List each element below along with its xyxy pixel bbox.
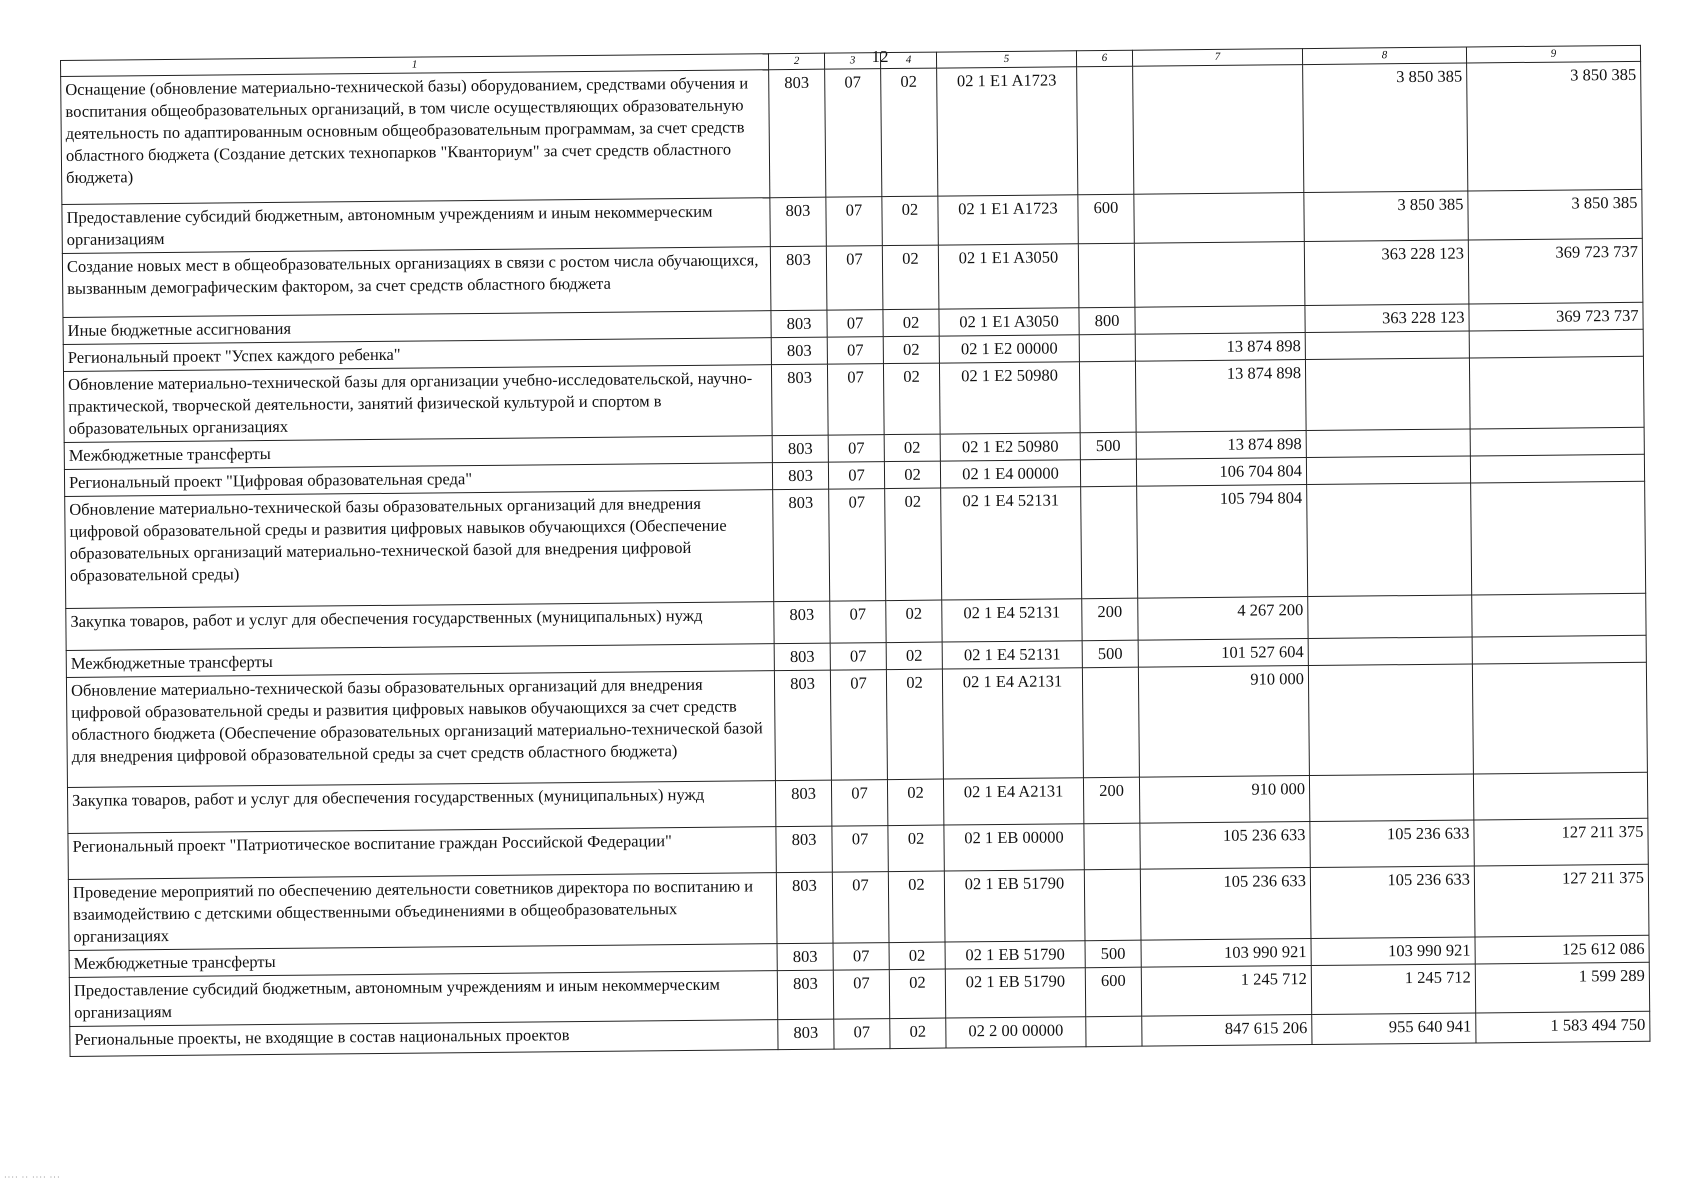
target-article: 02 1 E1 A1723 bbox=[937, 67, 1078, 196]
amount-year-2: 1 245 712 bbox=[1311, 964, 1475, 1015]
subsection-code: 02 bbox=[888, 825, 944, 872]
expense-type bbox=[1084, 869, 1141, 941]
account-code: 803 bbox=[775, 780, 831, 827]
section-code: 07 bbox=[828, 435, 884, 463]
account-code: 803 bbox=[771, 310, 827, 338]
column-header: 5 bbox=[936, 51, 1076, 68]
document-sheet bbox=[60, 45, 1649, 1057]
expense-type: 600 bbox=[1085, 967, 1141, 1017]
column-header: 4 bbox=[880, 52, 936, 69]
target-article: 02 1 EB 00000 bbox=[944, 824, 1084, 871]
amount-year-1 bbox=[1134, 242, 1305, 308]
subsection-code: 02 bbox=[881, 68, 938, 197]
amount-year-2: 103 990 921 bbox=[1311, 937, 1475, 966]
row-name: Региональный проект "Патриотическое воспитание граждан Российской Федерации" bbox=[68, 827, 776, 880]
subsection-code: 02 bbox=[883, 309, 939, 337]
amount-year-3 bbox=[1469, 356, 1644, 429]
amount-year-2 bbox=[1309, 774, 1473, 822]
amount-year-2: 3 850 385 bbox=[1304, 191, 1468, 242]
column-header: 3 bbox=[824, 53, 880, 70]
page-number: 12 bbox=[871, 47, 889, 66]
row-name: Региональный проект "Цифровая образовательная среда" bbox=[64, 463, 772, 497]
subsection-code: 02 bbox=[885, 488, 942, 601]
column-header: 2 bbox=[768, 53, 824, 70]
section-code: 07 bbox=[828, 462, 884, 490]
amount-year-2: 363 228 123 bbox=[1305, 304, 1469, 333]
account-code: 803 bbox=[774, 601, 830, 644]
account-code: 803 bbox=[773, 489, 830, 602]
column-header: 8 bbox=[1302, 47, 1466, 65]
section-code: 07 bbox=[830, 601, 886, 644]
amount-year-1: 910 000 bbox=[1139, 776, 1309, 824]
section-code: 07 bbox=[827, 337, 883, 365]
expense-type bbox=[1080, 459, 1136, 487]
section-code: 07 bbox=[831, 780, 887, 827]
section-code: 07 bbox=[825, 69, 882, 198]
table-row bbox=[61, 61, 1642, 204]
amount-year-2: 105 236 633 bbox=[1310, 820, 1474, 868]
amount-year-1: 103 990 921 bbox=[1141, 939, 1311, 968]
subsection-code: 02 bbox=[884, 461, 940, 489]
amount-year-3 bbox=[1472, 662, 1647, 774]
account-code: 803 bbox=[776, 826, 832, 873]
amount-year-1: 13 874 898 bbox=[1135, 333, 1305, 362]
subsection-code: 02 bbox=[890, 1018, 946, 1049]
target-article: 02 1 E4 52131 bbox=[941, 487, 1082, 600]
expense-type bbox=[1084, 823, 1140, 870]
amount-year-3 bbox=[1472, 635, 1646, 664]
amount-year-1: 1 245 712 bbox=[1141, 966, 1311, 1017]
account-code: 803 bbox=[778, 1019, 834, 1050]
subsection-code: 02 bbox=[886, 600, 942, 643]
amount-year-1: 13 874 898 bbox=[1135, 360, 1306, 433]
section-code: 07 bbox=[829, 489, 886, 602]
amount-year-2 bbox=[1308, 595, 1472, 639]
account-code: 803 bbox=[777, 970, 833, 1020]
expense-type bbox=[1079, 334, 1135, 362]
amount-year-1 bbox=[1135, 306, 1305, 335]
subsection-code: 02 bbox=[883, 363, 940, 435]
amount-year-1: 105 236 633 bbox=[1140, 868, 1311, 941]
amount-year-2 bbox=[1308, 637, 1472, 666]
amount-year-2 bbox=[1307, 483, 1472, 597]
row-name: Межбюджетные трансферты bbox=[64, 436, 772, 470]
amount-year-2 bbox=[1306, 456, 1470, 485]
amount-year-3 bbox=[1473, 772, 1647, 820]
amount-year-1: 105 794 804 bbox=[1137, 485, 1308, 599]
account-code: 803 bbox=[770, 246, 827, 311]
amount-year-3 bbox=[1469, 329, 1643, 358]
expense-type: 500 bbox=[1080, 432, 1136, 460]
subsection-code: 02 bbox=[886, 642, 942, 670]
amount-year-3: 127 211 375 bbox=[1474, 818, 1648, 866]
subsection-code: 02 bbox=[882, 245, 939, 310]
amount-year-3 bbox=[1470, 454, 1644, 483]
column-header: 7 bbox=[1132, 49, 1302, 67]
amount-year-1: 4 267 200 bbox=[1138, 597, 1308, 641]
account-code: 803 bbox=[774, 670, 831, 781]
amount-year-2: 3 850 385 bbox=[1303, 63, 1468, 193]
expense-type bbox=[1081, 486, 1138, 599]
amount-year-3: 3 850 385 bbox=[1468, 189, 1642, 240]
section-code: 07 bbox=[830, 670, 887, 781]
amount-year-2 bbox=[1305, 331, 1469, 360]
section-code: 07 bbox=[827, 364, 884, 436]
amount-year-2: 955 640 941 bbox=[1312, 1013, 1476, 1045]
budget-table bbox=[60, 45, 1650, 1057]
row-name: Проведение мероприятий по обеспечению деятельности советников директора по воспитанию и взаимодействию с детскими общественными объединениями в общеобразовательных организациях bbox=[68, 873, 777, 951]
expense-type: 800 bbox=[1079, 307, 1135, 335]
account-code: 803 bbox=[774, 643, 830, 671]
amount-year-3 bbox=[1471, 481, 1646, 595]
row-name: Создание новых мест в общеобразовательных организациях в связи с ростом числа обучающихся, вызванным демографическим фактором, за счет средств областного бюджета bbox=[62, 247, 771, 318]
row-name: Закупка товаров, работ и услуг для обеспечения государственных (муниципальных) нужд bbox=[66, 602, 774, 651]
section-code: 07 bbox=[833, 943, 889, 971]
row-name: Межбюджетные трансферты bbox=[69, 944, 777, 978]
row-name: Обновление материально-технической базы образовательных организаций для внедрения цифровой образовательной среды и развития цифровых навыков обучающихся за счет средств областного бюджета (Обеспечение образовательных организаций материально-технической базой для внедрения цифровой образовательной среды за счет средств областного бюджета) bbox=[66, 671, 775, 788]
column-header: 1 bbox=[61, 54, 769, 77]
row-name: Предоставление субсидий бюджетным, автономным учреждениям и иным некоммерческим организациям bbox=[62, 198, 770, 254]
amount-year-1: 101 527 604 bbox=[1138, 639, 1308, 668]
subsection-code: 02 bbox=[889, 969, 945, 1019]
amount-year-2 bbox=[1308, 664, 1473, 776]
target-article: 02 2 00 00000 bbox=[946, 1017, 1086, 1048]
subsection-code: 02 bbox=[883, 336, 939, 364]
target-article: 02 1 E2 00000 bbox=[939, 335, 1079, 363]
column-header: 6 bbox=[1076, 50, 1132, 67]
target-article: 02 1 EB 51790 bbox=[945, 941, 1085, 969]
account-code: 803 bbox=[770, 197, 826, 247]
row-name: Обновление материально-технической базы для организации учебно-исследовательской, научно-практической, творческой деятельности, занятий физической культурой и спортом в образовательных организациях bbox=[63, 365, 772, 443]
amount-year-3: 3 850 385 bbox=[1467, 61, 1642, 191]
amount-year-1: 910 000 bbox=[1138, 666, 1309, 778]
target-article: 02 1 E1 A3050 bbox=[939, 308, 1079, 336]
target-article: 02 1 E4 52131 bbox=[942, 599, 1082, 642]
scan-artifact: ···· ·· ···· ··· bbox=[4, 1173, 61, 1182]
amount-year-1: 13 874 898 bbox=[1136, 431, 1306, 460]
section-code: 07 bbox=[826, 197, 882, 247]
section-code: 07 bbox=[830, 643, 886, 671]
expense-type bbox=[1078, 243, 1135, 308]
section-code: 07 bbox=[833, 970, 889, 1020]
amount-year-1 bbox=[1133, 65, 1304, 195]
target-article: 02 1 E4 00000 bbox=[940, 460, 1080, 488]
row-name: Закупка товаров, работ и услуг для обеспечения государственных (муниципальных) нужд bbox=[67, 781, 775, 834]
amount-year-1: 105 236 633 bbox=[1140, 822, 1310, 870]
expense-type bbox=[1082, 667, 1139, 778]
account-code: 803 bbox=[771, 337, 827, 365]
section-code: 07 bbox=[827, 310, 883, 338]
amount-year-3: 125 612 086 bbox=[1475, 935, 1649, 964]
column-header: 9 bbox=[1466, 45, 1640, 63]
row-name: Обновление материально-технической базы образовательных организаций для внедрения цифровой образовательной среды и развития цифровых навыков обучающихся (Обеспечение образовательных организаций материально-технической базой для внедрения цифровой образовательной среды) bbox=[65, 490, 774, 609]
amount-year-3 bbox=[1470, 427, 1644, 456]
amount-year-2 bbox=[1306, 429, 1470, 458]
account-code: 803 bbox=[777, 943, 833, 971]
target-article: 02 1 E2 50980 bbox=[940, 433, 1080, 461]
amount-year-1: 847 615 206 bbox=[1142, 1015, 1312, 1047]
subsection-code: 02 bbox=[889, 942, 945, 970]
expense-type: 500 bbox=[1085, 940, 1141, 968]
target-article: 02 1 E2 50980 bbox=[939, 362, 1080, 434]
account-code: 803 bbox=[776, 872, 833, 944]
row-name: Предоставление субсидий бюджетным, автономным учреждениям и иным некоммерческим организациям bbox=[69, 971, 777, 1027]
amount-year-3: 369 723 737 bbox=[1469, 302, 1643, 331]
amount-year-3: 369 723 737 bbox=[1468, 238, 1643, 304]
section-code: 07 bbox=[834, 1019, 890, 1050]
section-code: 07 bbox=[826, 246, 883, 311]
row-name: Межбюджетные трансферты bbox=[66, 644, 774, 678]
amount-year-2 bbox=[1305, 358, 1470, 431]
amount-year-3: 1 599 289 bbox=[1475, 962, 1649, 1013]
amount-year-2: 105 236 633 bbox=[1310, 866, 1475, 939]
subsection-code: 02 bbox=[884, 434, 940, 462]
row-name: Региональные проекты, не входящие в состав национальных проектов bbox=[70, 1020, 778, 1057]
expense-type bbox=[1086, 1016, 1142, 1047]
target-article: 02 1 E4 A2131 bbox=[943, 778, 1083, 825]
account-code: 803 bbox=[769, 69, 826, 198]
row-name: Иные бюджетные ассигнования bbox=[63, 311, 771, 345]
account-code: 803 bbox=[772, 462, 828, 490]
amount-year-3: 1 583 494 750 bbox=[1476, 1011, 1650, 1043]
row-name: Оснащение (обновление материально-технической базы) оборудованием, средствами обучения и воспитания общеобразовательных организаций, в том числе осуществляющих образовательную деятельность по адаптированным основным общеобразовательным программам, за счет средств областного бюджета (Создание детских технопарков "Кванториум" за счет средств областного бюджета) bbox=[61, 70, 770, 205]
account-code: 803 bbox=[771, 364, 828, 436]
amount-year-1: 106 704 804 bbox=[1136, 458, 1306, 487]
expense-type: 500 bbox=[1082, 640, 1138, 668]
expense-type bbox=[1079, 361, 1136, 433]
amount-year-3: 127 211 375 bbox=[1474, 864, 1649, 937]
subsection-code: 02 bbox=[882, 196, 938, 246]
subsection-code: 02 bbox=[888, 871, 945, 943]
expense-type: 200 bbox=[1083, 777, 1139, 824]
section-code: 07 bbox=[832, 872, 889, 944]
table-row bbox=[65, 481, 1646, 608]
target-article: 02 1 E4 52131 bbox=[942, 641, 1082, 669]
target-article: 02 1 EB 51790 bbox=[945, 968, 1085, 1018]
subsection-code: 02 bbox=[887, 779, 943, 826]
target-article: 02 1 E1 A3050 bbox=[938, 244, 1079, 309]
amount-year-2: 363 228 123 bbox=[1304, 240, 1469, 306]
amount-year-3 bbox=[1472, 593, 1646, 637]
row-name: Региональный проект "Успех каждого ребенка" bbox=[63, 338, 771, 372]
table-row bbox=[66, 662, 1647, 787]
amount-year-1 bbox=[1134, 193, 1304, 244]
account-code: 803 bbox=[772, 435, 828, 463]
subsection-code: 02 bbox=[886, 669, 943, 780]
expense-type bbox=[1077, 66, 1134, 195]
target-article: 02 1 E1 A1723 bbox=[938, 195, 1078, 245]
expense-type: 200 bbox=[1082, 598, 1138, 641]
target-article: 02 1 E4 A2131 bbox=[942, 668, 1083, 779]
expense-type: 600 bbox=[1078, 194, 1134, 244]
section-code: 07 bbox=[832, 826, 888, 873]
target-article: 02 1 EB 51790 bbox=[944, 870, 1085, 942]
